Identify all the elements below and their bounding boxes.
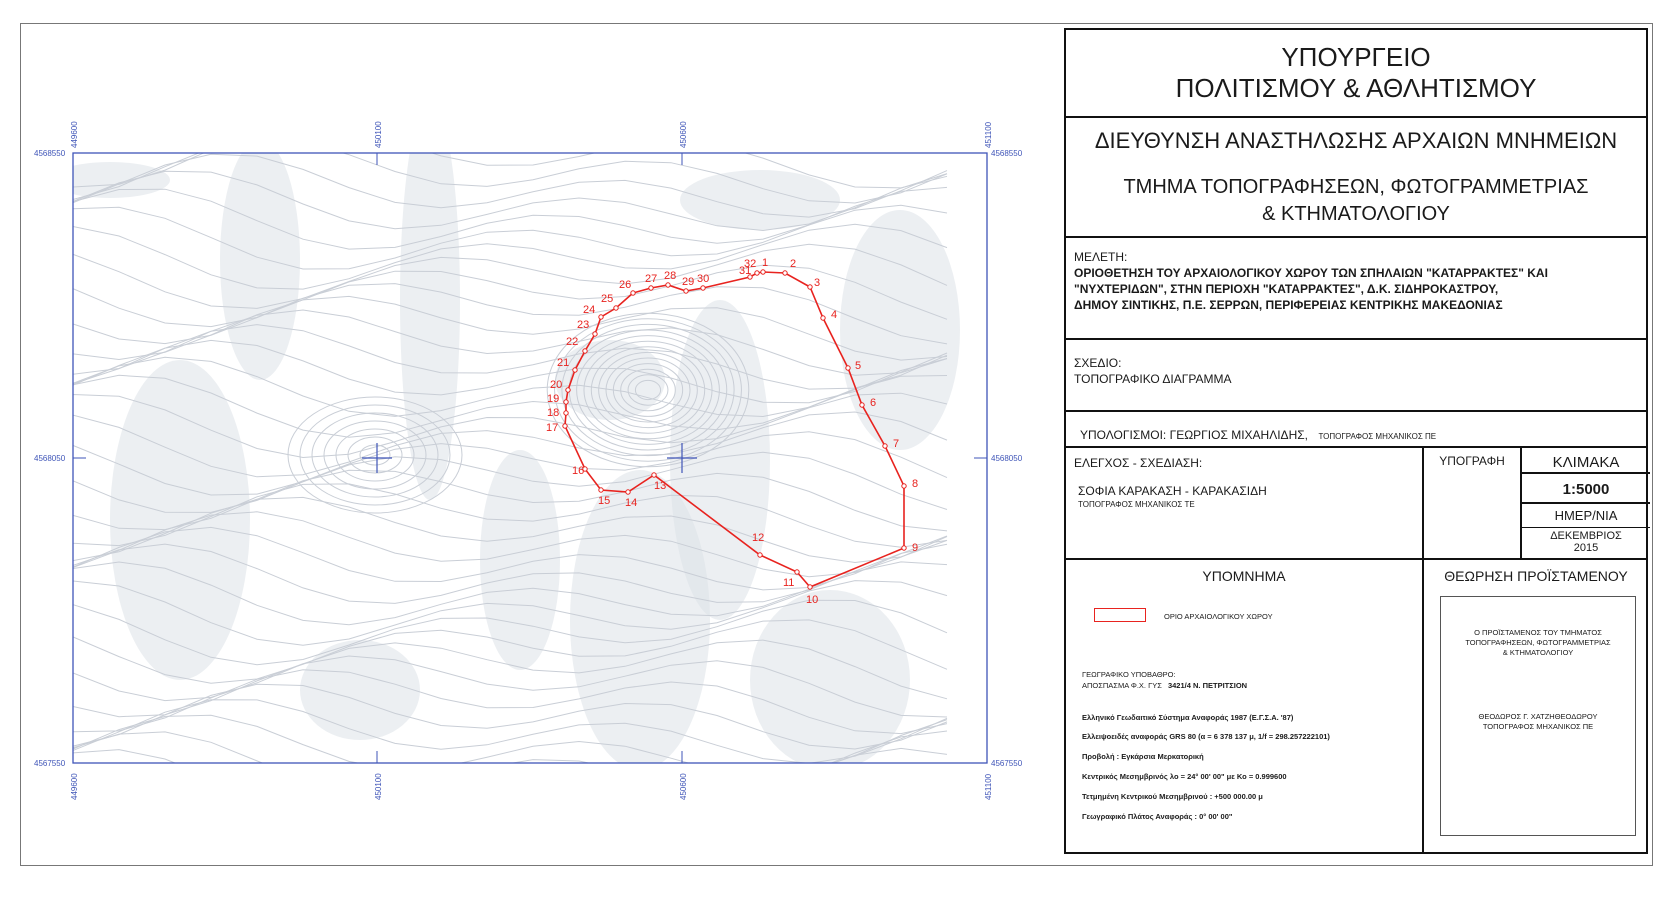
legend-title: ΥΠΟΜΝΗΜΑ (1202, 568, 1286, 584)
boundary-point-label: 11 (783, 577, 795, 589)
boundary-vertex (902, 546, 906, 550)
check-label: ΕΛΕΓΧΟΣ - ΣΧΕΔΙΑΣΗ: (1074, 456, 1203, 470)
boundary-point-label: 27 (645, 273, 658, 285)
supervisor-line-2: ΤΟΠΟΓΡΑΦΗΣΕΩΝ, ΦΩΤΟΓΡΑΜΜΕΤΡΙΑΣ (1465, 638, 1611, 647)
boundary-point-label: 28 (664, 270, 677, 282)
boundary-point-label: 25 (601, 293, 614, 305)
boundary-vertex (902, 484, 906, 488)
boundary-vertex (860, 403, 864, 407)
boundary-vertex (631, 291, 635, 295)
boundary-point-label: 31 (739, 265, 752, 277)
supervisor-line-3: & ΚΤΗΜΑΤΟΛΟΓΙΟΥ (1502, 648, 1574, 657)
contour-line (73, 296, 947, 360)
grid-x-label-top: 451100 (984, 121, 993, 148)
boundary-vertex (883, 444, 887, 448)
boundary-point-label: 5 (855, 360, 862, 372)
drawing-value: ΤΟΠΟΓΡΑΦΙΚΟ ΔΙΑΓΡΑΜΜΑ (1074, 372, 1232, 386)
boundary-vertex (783, 271, 787, 275)
ministry-title (1066, 30, 1646, 104)
boundary-vertex (583, 349, 587, 353)
check-role: ΤΟΠΟΓΡΑΦΟΣ ΜΗΧΑΝΙΚΟΣ ΤΕ (1078, 500, 1195, 509)
boundary-point-label: 13 (654, 480, 667, 492)
boundary-point-label: 26 (619, 279, 632, 291)
grid-x-label-top: 450600 (679, 121, 688, 148)
boundary-point-label: 18 (547, 407, 560, 419)
boundary-point-label: 10 (806, 594, 819, 606)
terrain-shade (400, 100, 460, 500)
terrain-contours (50, 100, 960, 811)
boundary-vertex (795, 570, 799, 574)
grid-x-label-top: 450100 (374, 121, 383, 148)
ministry-line-1: ΥΠΟΥΡΓΕΙΟ (1281, 42, 1431, 72)
calculations-role: ΤΟΠΟΓΡΑΦΟΣ ΜΗΧΑΝΙΚΟΣ ΠΕ (1318, 432, 1437, 441)
legend-boundary-swatch (1094, 608, 1146, 622)
boundary-point-label: 6 (870, 397, 877, 409)
boundary-point-label: 4 (831, 309, 838, 321)
grid-x-label-bottom: 449600 (70, 773, 79, 800)
grid-x-label-bottom: 450600 (679, 773, 688, 800)
supervisor-department (1441, 628, 1635, 658)
hill-contour (348, 437, 402, 473)
boundary-vertex (652, 473, 656, 477)
ellipsoid: Ελλειψοειδές αναφοράς GRS 80 (α = 6 378 137 μ, 1/f = 298.257222101) (1082, 732, 1330, 741)
check-name: ΣΟΦΙΑ ΚΑΡΑΚΑΣΗ - ΚΑΡΑΚΑΣΙΔΗ (1078, 484, 1267, 498)
title-block (1064, 28, 1648, 854)
grid-y-label-left: 4567550 (34, 759, 66, 768)
supervisor-box (1440, 596, 1636, 836)
geo-base-value-a: ΑΠΟΣΠΑΣΜΑ Φ.Χ. ΓΥΣ (1082, 681, 1162, 690)
reference-system: Ελληνικό Γεωδαιτικό Σύστημα Αναφοράς 1987 (Ε.Γ.Σ.Α. '87) (1082, 713, 1294, 722)
boundary-vertex (758, 553, 762, 557)
check-section (1066, 448, 1646, 560)
date-year: 2015 (1573, 542, 1599, 554)
boundary-point-label: 15 (598, 495, 611, 507)
supervisor-line-1: Ο ΠΡΟΪΣΤΑΜΕΝΟΣ ΤΟΥ ΤΜΗΜΑΤΟΣ (1474, 628, 1602, 637)
supervisor-signature (1441, 712, 1635, 732)
boundary-vertex (599, 315, 603, 319)
boundary-point-label: 21 (557, 357, 570, 369)
date-month: ΔΕΚΕΜΒΡΙΟΣ (1550, 530, 1622, 542)
reference-latitude: Γεωγραφικό Πλάτος Αναφοράς : 0° 00' 00" (1082, 812, 1233, 821)
boundary-point-label: 17 (546, 422, 559, 434)
boundary-vertex (564, 411, 568, 415)
boundary-point-label: 32 (744, 258, 757, 270)
legend-item-label: ΟΡΙΟ ΑΡΧΑΙΟΛΟΓΙΚΟΥ ΧΩΡΟΥ (1164, 612, 1273, 621)
boundary-point-label: 24 (583, 304, 596, 316)
boundary-vertex (626, 490, 630, 494)
boundary-vertex (684, 289, 688, 293)
grid-x-label-top: 449600 (70, 121, 79, 148)
ministry-section (1066, 30, 1646, 118)
drawing-section (1066, 340, 1646, 412)
contour-line (73, 265, 947, 327)
central-meridian: Κεντρικός Μεσημβρινός λο = 24° 00' 00" με Κο = 0.999600 (1082, 772, 1287, 781)
boundary-vertex (846, 366, 850, 370)
study-description (1074, 265, 1646, 313)
boundary-vertex (666, 283, 670, 287)
boundary-vertex (701, 286, 705, 290)
projection: Προβολή : Εγκάρσια Μερκατορική (1082, 752, 1204, 761)
scale-value: 1:5000 (1522, 474, 1650, 504)
boundary-point-label: 30 (697, 273, 710, 285)
boundary-point-label: 7 (893, 438, 900, 450)
grid-y-label-left: 4568050 (34, 454, 66, 463)
boundary-point-label: 29 (682, 276, 695, 288)
boundary-vertex (614, 306, 618, 310)
calculations-label: ΥΠΟΛΟΓΙΣΜΟΙ: ΓΕΩΡΓΙΟΣ ΜΙΧΑΗΛΙΔΗΣ, (1080, 428, 1308, 442)
boundary-vertex (573, 368, 577, 372)
study-line-2: "ΝΥΧΤΕΡΙΔΩΝ", ΣΤΗΝ ΠΕΡΙΟΧΗ "ΚΑΤΑΡΡΑΚΤΕΣ", Δ.Κ. ΣΙΔΗΡΟΚΑΣΤΡΟΥ, (1074, 282, 1499, 296)
boundary-vertex (821, 316, 825, 320)
boundary-vertex (808, 585, 812, 589)
supervisor-role: ΤΟΠΟΓΡΑΦΟΣ ΜΗΧΑΝΙΚΟΣ ΠΕ (1482, 722, 1594, 731)
terrain-background (50, 100, 960, 811)
grid-y-label-right: 4568550 (991, 149, 1023, 158)
signature-label: ΥΠΟΓΡΑΦΗ (1439, 454, 1505, 468)
geo-base-label: ΓΕΩΓΡΑΦΙΚΟ ΥΠΟΒΑΘΡΟ: (1082, 670, 1176, 679)
department-line-2: & ΚΤΗΜΑΤΟΛΟΓΙΟΥ (1262, 203, 1450, 225)
boundary-point-label: 1 (762, 257, 769, 269)
study-line-3: ΔΗΜΟΥ ΣΙΝΤΙΚΗΣ, Π.Ε. ΣΕΡΡΩΝ, ΠΕΡΙΦΕΡΕΙΑΣ ΚΕΝΤΡΙΚΗΣ ΜΑΚΕΔΟΝΙΑΣ (1074, 298, 1503, 312)
boundary-vertex (761, 270, 765, 274)
date-value (1522, 527, 1650, 554)
department-title (1066, 174, 1646, 228)
terrain-shade (50, 162, 170, 198)
boundary-point-label: 9 (912, 542, 919, 554)
drawing-label: ΣΧΕΔΙΟ: (1074, 356, 1122, 370)
boundary-vertex (566, 388, 570, 392)
ministry-line-2: ΠΟΛΙΤΙΣΜΟΥ & ΑΘΛΗΤΙΣΜΟΥ (1175, 73, 1537, 103)
boundary-point-label: 14 (625, 497, 638, 509)
boundary-point-label: 20 (550, 379, 563, 391)
study-section (1066, 238, 1646, 340)
boundary-point-label: 22 (566, 336, 579, 348)
directorate-section (1066, 118, 1646, 238)
boundary-point-label: 19 (547, 393, 560, 405)
scale-label: ΚΛΙΜΑΚΑ (1522, 448, 1650, 474)
contour-line (73, 310, 947, 375)
boundary-vertex (808, 285, 812, 289)
boundary-point-label: 12 (752, 532, 765, 544)
supervisor-name: ΘΕΟΔΩΡΟΣ Γ. ΧΑΤΖΗΘΕΟΔΩΡΟΥ (1478, 712, 1598, 721)
boundary-vertex (563, 424, 567, 428)
grid-y-label-right: 4568050 (991, 454, 1023, 463)
terrain-shade (110, 360, 250, 680)
boundary-point-label: 3 (814, 277, 821, 289)
boundary-vertex (649, 286, 653, 290)
directorate-title: ΔΙΕΥΘΥΝΣΗ ΑΝΑΣΤΗΛΩΣΗΣ ΑΡΧΑΙΩΝ ΜΝΗΜΕΙΩΝ (1094, 128, 1618, 153)
date-label: ΗΜΕΡ/ΝΙΑ (1554, 508, 1618, 523)
boundary-vertex (755, 271, 759, 275)
boundary-point-label: 2 (790, 258, 797, 270)
grid-x-label-bottom: 450100 (374, 773, 383, 800)
geo-base-value-b: 3421/4 Ν. ΠΕΤΡΙΤΣΙΟΝ (1167, 681, 1248, 690)
boundary-vertex (564, 400, 568, 404)
hill-contour (360, 445, 390, 465)
department-line-1: ΤΜΗΜΑ ΤΟΠΟΓΡΑΦΗΣΕΩΝ, ΦΩΤΟΓΡΑΜΜΕΤΡΙΑΣ (1123, 176, 1589, 198)
supervisor-title: ΘΕΩΡΗΣΗ ΠΡΟΪΣΤΑΜΕΝΟΥ (1444, 568, 1628, 584)
terrain-shade (220, 140, 300, 380)
grid-y-label-left: 4568550 (34, 149, 66, 158)
boundary-point-label: 8 (912, 478, 919, 490)
grid-x-label-bottom: 451100 (984, 773, 993, 800)
calculations-section (1066, 412, 1646, 448)
boundary-vertex (599, 488, 603, 492)
false-easting: Τετμημένη Κεντρικού Μεσημβρινού : +500 000.00 μ (1082, 792, 1263, 801)
study-line-1: ΟΡΙΟΘΕΤΗΣΗ ΤΟΥ ΑΡΧΑΙΟΛΟΓΙΚΟΥ ΧΩΡΟΥ ΤΩΝ ΣΠΗΛΑΙΩΝ "ΚΑΤΑΡΡΑΚΤΕΣ" ΚΑΙ (1074, 266, 1548, 280)
study-label: ΜΕΛΕΤΗ: (1074, 250, 1128, 264)
geo-base-value (1082, 681, 1247, 690)
grid-y-label-right: 4567550 (991, 759, 1023, 768)
boundary-vertex (593, 332, 597, 336)
boundary-point-label: 16 (572, 465, 585, 477)
boundary-point-label: 23 (577, 319, 590, 331)
legend-supervisor-section (1066, 560, 1646, 852)
